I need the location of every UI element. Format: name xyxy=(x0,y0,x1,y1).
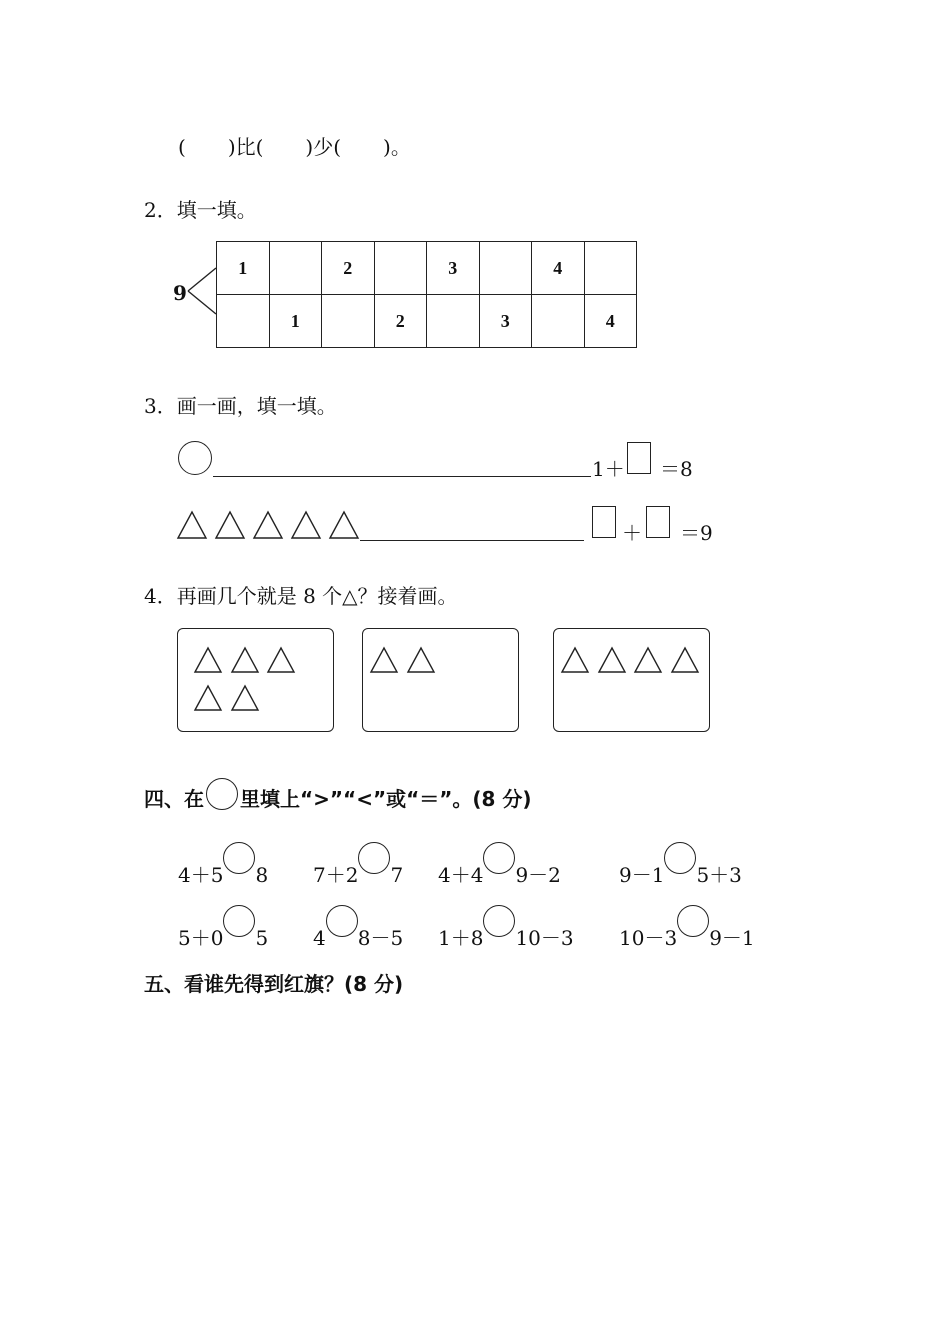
triangle-icon xyxy=(599,648,625,672)
cell[interactable]: 4 xyxy=(584,295,637,348)
triangle-icon xyxy=(195,686,221,710)
paren-open: ( xyxy=(178,135,186,159)
answer-circle[interactable] xyxy=(223,842,255,874)
compare-right: 8－5 xyxy=(357,926,404,950)
answer-box[interactable] xyxy=(592,506,616,538)
cell[interactable] xyxy=(269,242,322,295)
compare-right: 10－3 xyxy=(515,926,574,950)
eq2-right: ＝9 xyxy=(680,521,713,545)
compare-item xyxy=(438,905,574,951)
answer-circle[interactable] xyxy=(358,842,390,874)
cell[interactable]: 1 xyxy=(217,242,270,295)
answer-circle[interactable] xyxy=(483,905,515,937)
cell[interactable]: 3 xyxy=(479,295,532,348)
triangle-icon xyxy=(330,512,358,538)
cell[interactable]: 1 xyxy=(269,295,322,348)
triangle-icon xyxy=(635,648,661,672)
compare-item xyxy=(619,905,755,951)
cell[interactable] xyxy=(479,242,532,295)
compare-line xyxy=(178,131,411,160)
sec4-title-b: 里填上“>”“<”或“＝”。(8 分) xyxy=(240,787,532,811)
sec4-title-a: 四、在 xyxy=(144,787,204,811)
cell[interactable]: 2 xyxy=(374,295,427,348)
compare-right: 9－2 xyxy=(515,863,561,887)
cell[interactable] xyxy=(374,242,427,295)
draw-line-1[interactable] xyxy=(213,476,591,477)
compare-left: 4＋5 xyxy=(178,863,224,887)
sec4-title xyxy=(144,778,532,812)
compare-item xyxy=(178,842,268,888)
triangle-icon xyxy=(371,648,397,672)
sec5-title: 五、看谁先得到红旗？(8 分) xyxy=(144,972,404,996)
cell[interactable]: 3 xyxy=(427,242,480,295)
compare-item xyxy=(313,905,403,951)
eq1-left: 1＋ xyxy=(592,457,625,481)
triangle-icon xyxy=(216,512,244,538)
triangle-icon xyxy=(562,648,588,672)
draw-line-2[interactable] xyxy=(360,540,584,541)
triangle-icon xyxy=(672,648,698,672)
triangle-icon xyxy=(254,512,282,538)
compare-item xyxy=(438,842,561,888)
compare-right: 5＋3 xyxy=(696,863,742,887)
compare-left: 10－3 xyxy=(619,926,678,950)
cell[interactable]: 2 xyxy=(322,242,375,295)
compare-right: 9－1 xyxy=(709,926,755,950)
answer-circle[interactable] xyxy=(326,905,358,937)
compare-item xyxy=(178,905,268,951)
triangle-panel-2[interactable] xyxy=(362,628,519,732)
triangle-group xyxy=(371,646,441,676)
answer-circle[interactable] xyxy=(223,905,255,937)
text-shao: )少( xyxy=(305,135,342,159)
compare-left: 4＋4 xyxy=(438,863,484,887)
triangle-icon xyxy=(268,648,294,672)
compare-right: 5 xyxy=(255,926,269,950)
triangle-group xyxy=(562,646,702,676)
triangle-row xyxy=(178,510,358,540)
split-table xyxy=(216,241,637,348)
table-row-bottom xyxy=(217,295,637,348)
circle-icon xyxy=(206,778,238,810)
triangle-icon xyxy=(292,512,320,538)
cell[interactable] xyxy=(217,295,270,348)
compare-item xyxy=(313,842,403,888)
triangle-icon xyxy=(195,648,221,672)
triangle-icon xyxy=(178,512,206,538)
answer-circle[interactable] xyxy=(677,905,709,937)
answer-circle[interactable] xyxy=(664,842,696,874)
triangle-icon xyxy=(232,686,258,710)
triangle-panel-3[interactable] xyxy=(553,628,710,732)
cell[interactable] xyxy=(427,295,480,348)
cell[interactable]: 4 xyxy=(532,242,585,295)
eq1-right: ＝8 xyxy=(660,457,693,481)
q3-title: 3．画一画，填一填。 xyxy=(144,394,337,418)
answer-box[interactable] xyxy=(646,506,670,538)
split-lines xyxy=(186,266,218,316)
text-end: )。 xyxy=(383,135,411,159)
table-row-top xyxy=(217,242,637,295)
eq2-plus: ＋ xyxy=(622,521,642,545)
compare-left: 4 xyxy=(313,926,326,950)
q2-whole-number: 9 xyxy=(173,281,187,305)
compare-item xyxy=(619,842,742,888)
compare-right: 7 xyxy=(390,863,404,887)
triangle-icon xyxy=(232,648,258,672)
answer-box[interactable] xyxy=(627,442,651,474)
compare-left: 9－1 xyxy=(619,863,665,887)
text-bi: )比( xyxy=(227,135,264,159)
circle-icon xyxy=(178,441,212,475)
compare-left: 5＋0 xyxy=(178,926,224,950)
cell[interactable] xyxy=(322,295,375,348)
q4-title: 4．再画几个就是 8 个△？接着画。 xyxy=(144,584,458,608)
compare-right: 8 xyxy=(255,863,269,887)
triangle-group xyxy=(195,646,295,716)
triangle-panel-1[interactable] xyxy=(177,628,334,732)
compare-left: 7＋2 xyxy=(313,863,359,887)
q2-title: 2．填一填。 xyxy=(144,198,257,222)
cell[interactable] xyxy=(584,242,637,295)
answer-circle[interactable] xyxy=(483,842,515,874)
compare-left: 1＋8 xyxy=(438,926,484,950)
triangle-icon xyxy=(408,648,434,672)
cell[interactable] xyxy=(532,295,585,348)
